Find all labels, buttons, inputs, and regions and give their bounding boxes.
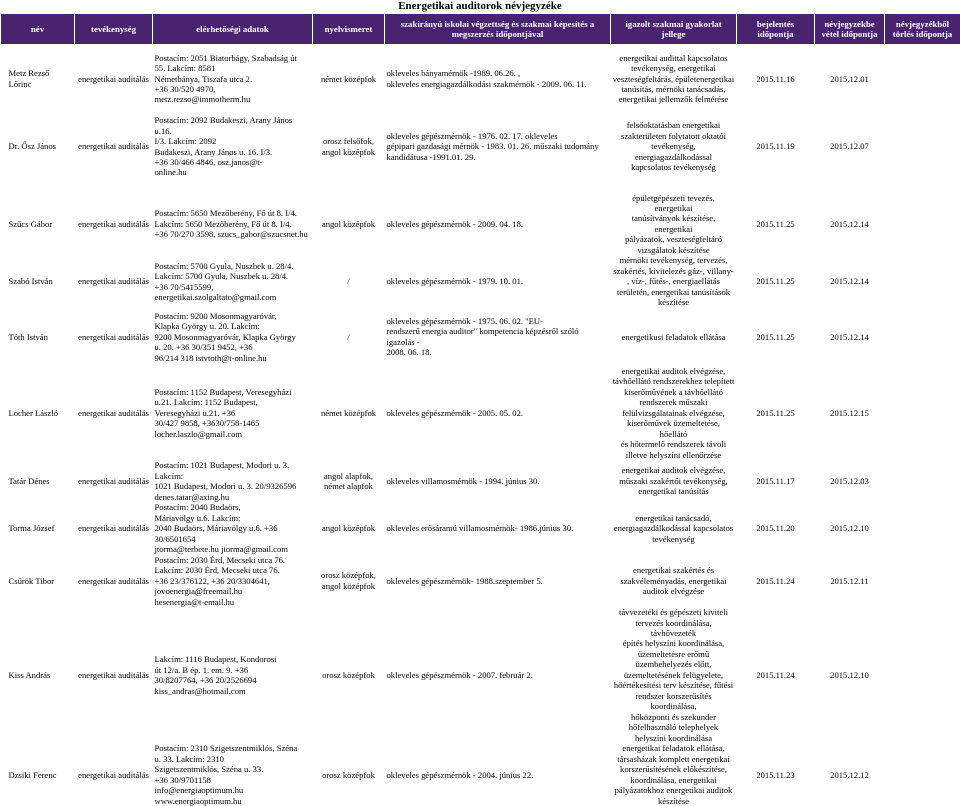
cell-language (313, 460, 385, 502)
cell-registered-text: 2015.12.14 (830, 332, 869, 342)
table-row (1, 193, 960, 256)
cell-practice (611, 193, 737, 256)
cell-registered-text: 2015.12.14 (830, 219, 869, 229)
table-row (1, 366, 960, 460)
cell-activity-text: energetikai auditálás (78, 576, 149, 586)
cell-contact-text: Postacím: 2040 Budaörs, Máriavölgy u.6. Lakcím: 2040 Budaörs, Máriavölgy u.6. +36 30/6501654 jtorma@terbete.hu jtorma@gmail.com (155, 502, 288, 554)
cell-education-text: okleveles erősáramú villamosmérnök- 1986.június 30. (387, 523, 574, 533)
cell-registered-text: 2015.12.12 (830, 770, 869, 780)
cell-language-text: angol középfok (322, 219, 375, 229)
cell-deleted (885, 45, 960, 113)
cell-practice-text: távvezetéki és gépészeti kiviteli tervezés koordinálása, távhővezeték építés helyszíni koordinálása, üzemeltetésre erőmű üzembehelyezés előtt, üzemeltetésének felügyelete, hőértékesítési terv készítése, fűtési rendszer korszerűsítés koordinálása, hőközponti és szekunder hőfelhasználó telephelyek helyszíni koordinálása (614, 607, 733, 743)
cell-contact-text: Postacím: 2030 Érd, Mecseki utca 76. Lakcím: 2030 Érd, Mecseki utca 76. +36 23/376122, +36 20/3304641, jovoenergia@freemail.hu hesenergia@t-email.hu (155, 555, 286, 607)
cell-language-text: / (347, 276, 349, 286)
cell-reported (737, 45, 815, 113)
cell-registered-text: 2015.12.07 (830, 141, 869, 151)
cell-language-text: angol középfok (322, 523, 375, 533)
cell-contact-text: Postacím: 2310 Szigetszentmiklós, Széna u. 33. Lakcím: 2310 Szigetszentmiklós, Széna u. 33. +36 30/9701158 info@energiaoptimum.hu www.energiaoptimum.hu (155, 743, 298, 805)
cell-education-text: okleveles gépészmérnök - 2005. 05. 02. (387, 408, 524, 418)
cell-contact-text: Lakcím: 1116 Budapest, Kondorosi út 12/a. B ép. 1. em. 9. +36 30/8207764, +36 20/2526694 kiss_andras@hotmail.com (155, 654, 277, 695)
cell-reported-text: 2015.11.20 (756, 523, 794, 533)
cell-language (313, 502, 385, 554)
cell-activity-text: energetikai auditálás (78, 219, 149, 229)
header-reported: bejelentés időpontja (737, 14, 815, 45)
cell-name-text: Torma József (9, 523, 55, 533)
cell-practice (611, 502, 737, 554)
cell-name (1, 607, 75, 743)
cell-contact-text: Postacím: 5700 Gyula, Nuszbek u. 28/4. Lakcím: 5700 Gyula, Nuszbek u. 28/4. +36 70/5415599, energetikai.szolgaltato@gmail.com (155, 261, 294, 302)
cell-contact (153, 113, 313, 181)
header-row (1, 14, 960, 45)
cell-name-text: Szűcs Gábor (9, 219, 53, 229)
cell-name-text: Csűrök Tibor (9, 576, 55, 586)
cell-activity (75, 555, 153, 607)
header-practice: igazolt szakmai gyakorlat jellege (611, 14, 737, 45)
cell-language-text: orosz középfok (322, 670, 375, 680)
cell-registered-text: 2015.12.03 (830, 476, 869, 486)
cell-practice (611, 308, 737, 366)
cell-language (313, 45, 385, 113)
cell-language-text: német középfok (321, 74, 376, 84)
cell-activity (75, 366, 153, 460)
cell-practice-text: energetikai audittal kapcsolatos tevékenység, energetikai veszteségfeltárás, épületenergetikai tanúsítás, mérnöki tanácsadás, energetikai jellemzők felmérése (613, 53, 735, 105)
cell-activity-text: energetikai auditálás (78, 141, 149, 151)
cell-activity-text: energetikai auditálás (78, 74, 149, 84)
cell-registered (815, 743, 885, 806)
cell-education-text: okleveles gépészmérnök - 1975. 06. 02. "EU- rendszerű energia auditor" kompetencia képzésről szóló igazolás - 2008. 06. 18. (387, 316, 579, 357)
cell-contact-text: Postacím: 9200 Mosonmagyaróvár, Klapka György u. 20. Lakcím: 9200 Mosonmagyaróvár, Klapka György u. 20. +36 30/351 9452, +36 96/214 318 istvtoth@t-online.hu (155, 311, 296, 363)
cell-deleted (885, 502, 960, 554)
cell-name-text: Szabó István (9, 276, 53, 286)
cell-activity-text: energetikai auditálás (78, 276, 149, 286)
cell-education-text: okleveles gépészmérnök - 2009. 04. 18. (387, 219, 524, 229)
cell-reported-text: 2015.11.23 (756, 770, 794, 780)
cell-language-text: angol alapfok, német alapfok (324, 471, 373, 491)
cell-language (313, 308, 385, 366)
cell-reported (737, 193, 815, 256)
cell-practice (611, 113, 737, 181)
table-row (1, 45, 960, 113)
cell-name (1, 502, 75, 554)
cell-name (1, 743, 75, 806)
table-row (1, 555, 960, 607)
cell-deleted (885, 743, 960, 806)
cell-reported-text: 2015.11.19 (756, 141, 794, 151)
cell-practice-text: felsőoktatásban energetikai szakterületen folytatott oktatói tevékenység, energiagazdálkodással kapcsolatos tevékenység (621, 120, 726, 172)
cell-language-text: német középfok (321, 408, 376, 418)
cell-registered (815, 555, 885, 607)
cell-registered (815, 460, 885, 502)
cell-practice (611, 45, 737, 113)
cell-language (313, 113, 385, 181)
cell-contact-text: Postacím: 1021 Budapest, Modori u. 3. Lakcím: 1021 Budapest, Modori u. 3. 20/9326596 denes.tatar@axing.hu (155, 460, 297, 501)
cell-activity (75, 308, 153, 366)
cell-name (1, 255, 75, 307)
cell-deleted (885, 113, 960, 181)
cell-language-text: / (347, 332, 349, 342)
cell-reported-text: 2015.11.25 (756, 332, 794, 342)
header-contact: elérhetőségi adatok (153, 14, 313, 45)
cell-contact (153, 460, 313, 502)
cell-education (385, 502, 611, 554)
cell-education-text: okleveles gépészmérnök - 2007. február 2. (387, 670, 533, 680)
cell-reported-text: 2015.11.24 (756, 670, 794, 680)
cell-name-text: Kiss András (9, 670, 51, 680)
cell-reported (737, 113, 815, 181)
cell-education-text: okleveles gépészmérnök - 1979. 10. 01. (387, 276, 524, 286)
header-language: nyelvismeret (313, 14, 385, 45)
cell-reported (737, 743, 815, 806)
header-registered: névjegyzékbe vétel időpontja (815, 14, 885, 45)
cell-deleted (885, 460, 960, 502)
cell-registered (815, 255, 885, 307)
cell-reported-text: 2015.11.25 (756, 408, 794, 418)
cell-language (313, 743, 385, 806)
cell-contact-text: Postacím: 5650 Mezőberény, Fő út 8. I/4. Lakcím: 5650 Mezőberény, Fő út 8. I/4. +36 70/270 3598, szucs_gabor@szucsnet.hu (155, 208, 308, 239)
header-name: név (1, 14, 75, 45)
cell-education (385, 45, 611, 113)
cell-name (1, 45, 75, 113)
cell-education-text: okleveles gépészmérnök - 2004. június 22. (387, 770, 534, 780)
page-title: Energetikai auditorok névjegyzéke (0, 0, 960, 13)
cell-name (1, 460, 75, 502)
cell-practice-text: energetikai auditok elvégzése, műszaki szakértői tevékenység, energetikai tanúsítás (619, 465, 728, 496)
cell-contact-text: Postacím: 2051 Biatorbágy, Szabadság út 55. Lakcím: 8581 Németbánya, Tiszafa utca 2. +36 30/520 4970, metz.rezso@immotherm.hu (155, 53, 297, 105)
cell-language (313, 555, 385, 607)
cell-activity-text: energetikai auditálás (78, 332, 149, 342)
cell-practice (611, 607, 737, 743)
cell-education (385, 193, 611, 256)
cell-education (385, 555, 611, 607)
cell-deleted (885, 555, 960, 607)
cell-practice (611, 255, 737, 307)
cell-language (313, 607, 385, 743)
cell-practice-text: energetikai tanácsadó, energiagazdálkodással kapcsolatos tevékenység (614, 513, 733, 544)
cell-education-text: okleveles gépészmérnök- 1988.szeptember 5. (387, 576, 543, 586)
cell-deleted (885, 366, 960, 460)
cell-registered-text: 2015.12.11 (830, 576, 868, 586)
cell-education (385, 607, 611, 743)
cell-education-text: okleveles villamosmérnök - 1994. június 30. (387, 476, 540, 486)
cell-reported (737, 502, 815, 554)
cell-language-text: orosz középfok, angol középfok (321, 570, 376, 590)
header-activity: tevékenység (75, 14, 153, 45)
cell-registered (815, 607, 885, 743)
cell-registered (815, 113, 885, 181)
cell-language (313, 193, 385, 256)
cell-name-text: Tatár Dénes (9, 476, 50, 486)
cell-registered (815, 193, 885, 256)
cell-reported-text: 2015.11.17 (756, 476, 794, 486)
cell-deleted (885, 193, 960, 256)
cell-activity-text: energetikai auditálás (78, 476, 149, 486)
cell-practice-text: mérnöki tevékenység, tervezés, szakértés, kivitelezés gáz-, villany- , víz-, fűtés-, energiaellátás területén, energetikai tanúsítások készítése (613, 255, 734, 307)
cell-reported-text: 2015.11.25 (756, 219, 794, 229)
cell-activity-text: energetikai auditálás (78, 408, 149, 418)
cell-registered (815, 308, 885, 366)
cell-practice (611, 460, 737, 502)
cell-education (385, 113, 611, 181)
table-row (1, 255, 960, 307)
cell-reported-text: 2015.11.24 (756, 576, 794, 586)
cell-registered (815, 366, 885, 460)
cell-deleted (885, 607, 960, 743)
cell-name-text: Metz Rezső Lőrinc (9, 68, 50, 88)
cell-reported (737, 255, 815, 307)
cell-education-text: okleveles gépészmérnök - 1976. 02. 17. okleveles gépipari gazdasági mérnök - 1983. 01. 26. műszaki tudomány kandidátusa -1991.01. 29. (387, 131, 599, 162)
cell-language-text: orosz középfok (322, 770, 375, 780)
cell-contact-text: Postacím: 1152 Budapest, Veresegyházi u.21. Lakcím: 1152 Budapest, Veresegyházi u.21. +36 30/427 9858, +3630/758-1465 locher.laszlo@gmail.com (155, 387, 292, 439)
cell-reported (737, 607, 815, 743)
cell-contact-text: Postacím: 2092 Budakeszi, Arany János u.16. I/3. Lakcím: 2092 Budakeszi, Arany János u. 16. I/3. +36 30/466 4846, osz.janos@t- online.hu (155, 115, 293, 177)
table-row (1, 607, 960, 743)
cell-contact (153, 366, 313, 460)
header-deleted: névjegyzékből törlés időpontja (885, 14, 960, 45)
cell-practice-text: épületgépészeti tevezés, energetikai tanúsítványok készítése, energetikai pályázatok, veszteségfeltáró vizsgálatok készítése (625, 193, 722, 255)
cell-reported (737, 555, 815, 607)
cell-education-text: okleveles bányamérnök -1989. 06.26. , okleveles energiagazdálkodási szakmérnök - 2009. 06. 11. (387, 68, 587, 88)
row-spacer (1, 181, 960, 193)
cell-activity (75, 113, 153, 181)
cell-practice-text: energetikai auditok elvégzése, távhőellátó rendszerekhez telepített kiserőművének a távhőellátó rendszerek műszaki felülvizsgálatainak elvégzése, kiserőművek üzemeltetése, hőellátó és hőtermelő rendszerek távoli illetve helyszíni ellenőrzése (613, 366, 735, 460)
cell-practice (611, 743, 737, 806)
cell-contact (153, 743, 313, 806)
cell-activity (75, 743, 153, 806)
table-row (1, 502, 960, 554)
cell-activity (75, 255, 153, 307)
cell-registered-text: 2015.12.10 (830, 523, 869, 533)
cell-contact (153, 308, 313, 366)
cell-registered-text: 2015.12.01 (830, 74, 869, 84)
cell-activity-text: energetikai auditálás (78, 770, 149, 780)
cell-contact (153, 193, 313, 256)
table-row (1, 460, 960, 502)
cell-activity (75, 45, 153, 113)
cell-name-text: Dzsiki Ferenc (9, 770, 57, 780)
cell-registered-text: 2015.12.10 (830, 670, 869, 680)
cell-education (385, 743, 611, 806)
cell-reported (737, 308, 815, 366)
cell-activity (75, 460, 153, 502)
cell-registered (815, 45, 885, 113)
cell-activity-text: energetikai auditálás (78, 670, 149, 680)
cell-contact (153, 607, 313, 743)
auditor-registry-table (0, 13, 960, 806)
cell-practice (611, 555, 737, 607)
cell-language (313, 366, 385, 460)
cell-name (1, 308, 75, 366)
cell-deleted (885, 255, 960, 307)
cell-name (1, 113, 75, 181)
cell-practice (611, 366, 737, 460)
cell-education (385, 255, 611, 307)
cell-language (313, 255, 385, 307)
cell-contact (153, 255, 313, 307)
cell-education (385, 460, 611, 502)
table-row (1, 743, 960, 806)
cell-language-text: orosz felsőfok, angol középfok (322, 136, 375, 156)
cell-registered-text: 2015.12.14 (830, 276, 869, 286)
cell-deleted (885, 308, 960, 366)
cell-education (385, 308, 611, 366)
cell-contact (153, 45, 313, 113)
cell-name-text: Dr. Ősz János (9, 141, 57, 151)
cell-name (1, 555, 75, 607)
cell-name-text: Tóth István (9, 332, 48, 342)
cell-name (1, 193, 75, 256)
cell-name-text: Locher László (9, 408, 58, 418)
cell-activity (75, 607, 153, 743)
table-row (1, 308, 960, 366)
header-education: szakirányú iskolai végzettség és szakmai képesítés a megszerzés időpontjával (385, 14, 611, 45)
cell-registered (815, 502, 885, 554)
cell-activity (75, 193, 153, 256)
cell-registered-text: 2015.12.15 (830, 408, 869, 418)
cell-contact (153, 502, 313, 554)
cell-practice-text: energetikusi feladatok ellátása (622, 332, 726, 342)
cell-activity (75, 502, 153, 554)
cell-activity-text: energetikai auditálás (78, 523, 149, 533)
cell-name (1, 366, 75, 460)
cell-practice-text: energetikai szakértés és szakvéleményadás, energetikai auditok elvégzése (620, 565, 726, 596)
row-spacer-cell (1, 181, 960, 193)
cell-reported-text: 2015.11.25 (756, 276, 794, 286)
cell-reported (737, 366, 815, 460)
cell-education (385, 366, 611, 460)
cell-practice-text: energetikai feladatok ellátása, társasházak komplett energetikai korszerűsítésének előkészítése, koordinálása, energetikai pályázatokhoz energetikai auditok készítése (615, 743, 733, 805)
cell-contact (153, 555, 313, 607)
cell-reported (737, 460, 815, 502)
table-row (1, 113, 960, 181)
cell-reported-text: 2015.11.16 (756, 74, 794, 84)
